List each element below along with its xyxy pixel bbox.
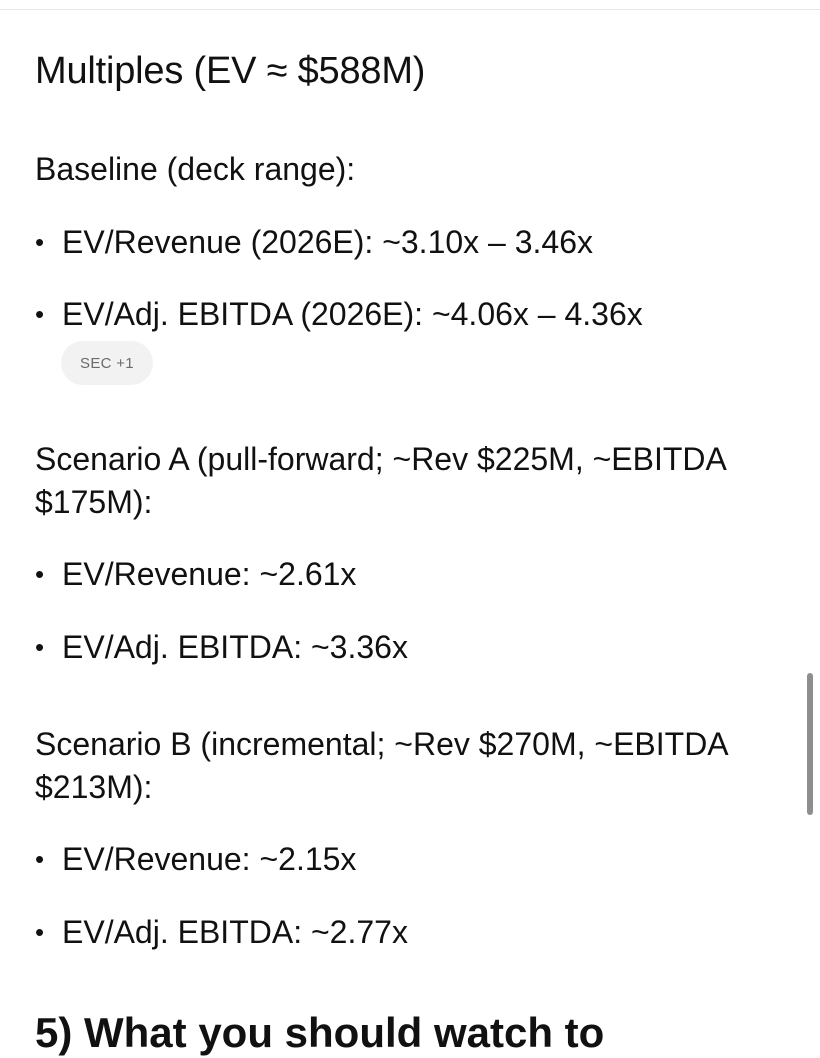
scenario-b-bullet-ev-ebitda: EV/Adj. EBITDA: ~2.77x <box>62 914 408 950</box>
bullet-icon: • <box>35 227 45 257</box>
bullet-icon: • <box>35 299 45 329</box>
list-item <box>35 912 408 954</box>
scrollbar-thumb[interactable] <box>807 673 813 815</box>
baseline-heading: Baseline (deck range): <box>35 151 356 187</box>
section-title: Multiples (EV ≈ $588M) <box>35 50 426 92</box>
bullet-icon: • <box>35 559 45 589</box>
bullet-icon: • <box>35 632 45 662</box>
next-section-title: 5) What you should watch to <box>35 1009 605 1056</box>
scenario-b-bullet-ev-revenue: EV/Revenue: ~2.15x <box>62 841 357 877</box>
list-item <box>35 839 356 881</box>
citation-pill[interactable]: SEC +1 <box>61 341 153 385</box>
list-item <box>35 554 356 596</box>
list-item <box>35 294 643 336</box>
baseline-bullet-ev-revenue: EV/Revenue (2026E): ~3.10x – 3.46x <box>62 224 594 260</box>
list-item <box>35 222 593 264</box>
top-divider <box>0 9 820 10</box>
scenario-a-bullet-ev-ebitda: EV/Adj. EBITDA: ~3.36x <box>62 629 408 665</box>
scenario-b-heading: Scenario B (incremental; ~Rev $270M, ~EBITDA $213M): <box>35 726 727 805</box>
scenario-a-heading: Scenario A (pull-forward; ~Rev $225M, ~EBITDA $175M): <box>35 441 726 520</box>
scenario-a-bullet-ev-revenue: EV/Revenue: ~2.61x <box>62 556 357 592</box>
baseline-bullet-ev-ebitda: EV/Adj. EBITDA (2026E): ~4.06x – 4.36x <box>62 296 643 332</box>
list-item <box>35 627 408 669</box>
bullet-icon: • <box>35 844 45 874</box>
bullet-icon: • <box>35 917 45 947</box>
